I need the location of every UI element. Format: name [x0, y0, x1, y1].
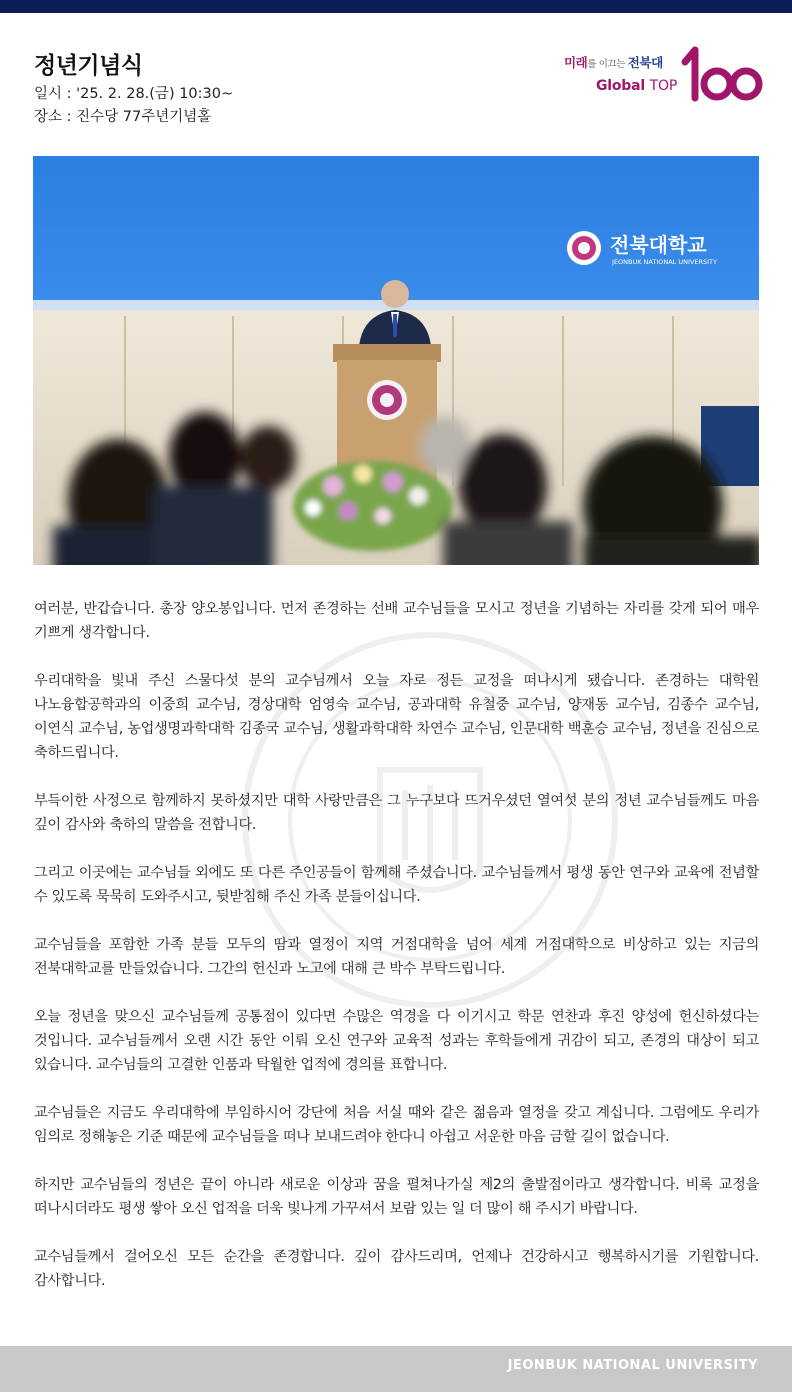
logo-slogan-mid: 를 이끄는: [587, 59, 628, 70]
footer: [0, 1346, 792, 1392]
banner-university-name: 전북대학교: [610, 233, 707, 257]
logo-top-word: TOP: [649, 78, 678, 94]
page-title: 정년기념식: [34, 53, 143, 79]
jbnu-global-top100-logo: [560, 44, 765, 104]
top-bar: [0, 0, 792, 13]
speech-paragraph: 교수님들은 지금도 우리대학에 부임하시어 강단에 처음 서실 때와 같은 젊음과 열정을 갖고 계십니다. 그럼에도 우리가 임의로 정해놓은 기준 때문에 교수님들을 떠나 보내드려야 한다니 아쉽고 서운한 마음 금할 길이 없습니다.: [34, 1105, 759, 1145]
logo-slogan: [564, 53, 663, 71]
logo-global-top: [596, 78, 677, 94]
speech-paragraph: 오늘 정년을 맞으신 교수님들께 공통점이 있다면 수많은 역경을 다 이기시고 학문 연찬과 후진 양성에 헌신하셨다는 것입니다. 교수님들께서 오랜 시간 동안 이뤄 오신 연구와 교육적 성과는 후학들에게 귀감이 되고, 존경의 대상이 되고 있습니다. 교수님들의 고결한 인품과 탁월한 업적에 경의를 표합니다.: [34, 1009, 759, 1073]
speech-paragraph: 그리고 이곳에는 교수님들 외에도 또 다른 주인공들이 함께해 주셨습니다. 교수님들께서 평생 동안 연구와 교육에 전념할 수 있도록 묵묵히 도와주시고, 뒷받침해 주신 가족 분들이십니다.: [34, 865, 759, 905]
speech-paragraph: 부득이한 사정으로 함께하지 못하셨지만 대학 사랑만큼은 그 누구보다 뜨거우셨던 열여섯 분의 정년 교수님들께도 마음 깊이 감사와 축하의 말씀을 전합니다.: [34, 793, 759, 833]
ceremony-photo: [33, 156, 759, 565]
speech-body: [34, 597, 759, 1317]
speech-paragraph: 우리대학을 빛내 주신 스물다섯 분의 교수님께서 오늘 자로 정든 교정을 떠나시게 됐습니다. 존경하는 대학원 나노융합공학과의 이중희 교수님, 경상대학 엄영숙 교수님, 공과대학 유철중 교수님, 양재동 교수님, 김종수 교수님, 이연식 교수님, 농업생명과학대학 김종국 교수님, 생활과학대학 차연수 교수님, 인문대학 백훈승 교수님, 정년을 진심으로 축하드립니다.: [34, 673, 759, 761]
ceremony-photo-illustration: [33, 156, 759, 565]
footer-university-name: JEONBUK NATIONAL UNIVERSITY: [507, 1358, 758, 1373]
logo-global-word: Global: [596, 78, 645, 94]
logo-slogan-main: 미래: [564, 55, 588, 70]
banner-university-name-en: JEONBUK NATIONAL UNIVERSITY: [612, 258, 717, 266]
speech-paragraph: 교수님들께서 걸어오신 모든 순간을 존경합니다. 깊이 감사드리며, 언제나 건강하시고 행복하시기를 기원합니다. 감사합니다.: [34, 1249, 759, 1289]
event-date: 일시 : '25. 2. 28.(금) 10:30~: [34, 86, 234, 102]
speech-paragraph: 교수님들을 포함한 가족 분들 모두의 땀과 열정이 지역 거점대학을 넘어 세계 거점대학으로 비상하고 있는 지금의 전북대학교를 만들었습니다. 그간의 헌신과 노고에 대해 큰 박수 부탁드립니다.: [34, 937, 759, 977]
event-place: 장소 : 진수당 77주년기념홀: [34, 109, 212, 125]
speech-paragraph: 하지만 교수님들의 정년은 끝이 아니라 새로운 이상과 꿈을 펼쳐나가실 제2의 출발점이라고 생각합니다. 비록 교정을 떠나시더라도 평생 쌓아 오신 업적을 더욱 빛나게 가꾸셔서 보람 있는 일 더 많이 해 주시기 바랍니다.: [34, 1177, 759, 1217]
speech-paragraph: 여러분, 반갑습니다. 총장 양오봉입니다. 먼저 존경하는 선배 교수님들을 모시고 정년을 기념하는 자리를 갖게 되어 매우 기쁘게 생각합니다.: [34, 601, 759, 641]
logo-100-mark: [679, 46, 763, 102]
logo-slogan-name: 전북대: [627, 55, 663, 70]
